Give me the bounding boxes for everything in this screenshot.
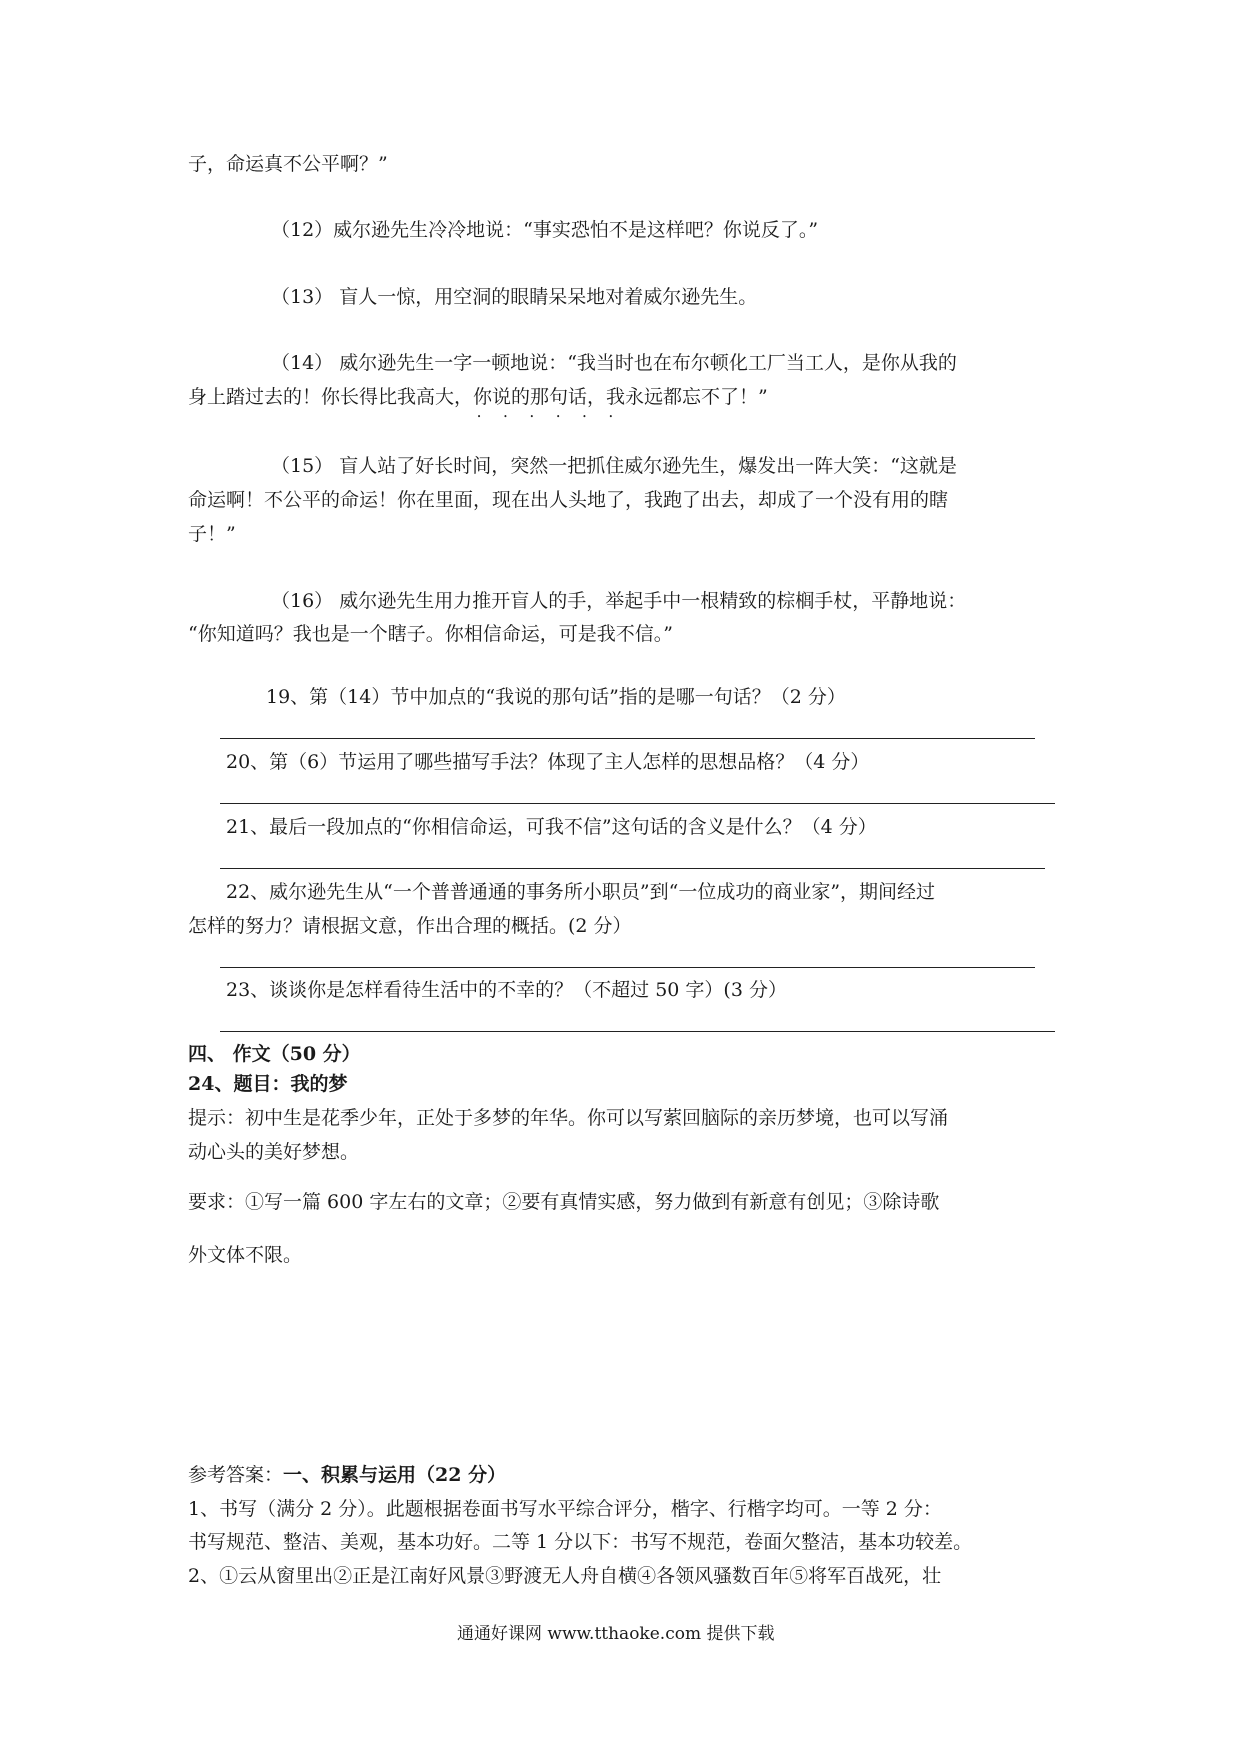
composition-heading: 四、 作文（50 分） xyxy=(188,1043,361,1065)
paragraph-14-line-2 xyxy=(188,385,768,409)
answer-1-line-1: 1、书写（满分 2 分）。此题根据卷面书写水平综合评分，楷字、行楷字均可。一等 2 分： xyxy=(188,1498,942,1520)
answer-key-label: 参考答案： xyxy=(188,1464,284,1486)
question-19: 19、第（14）节中加点的“我说的那句话”指的是哪一句话？（2 分） xyxy=(266,686,846,708)
paragraph-15-line-3: 子！” xyxy=(188,523,236,545)
composition-hint-line-2: 动心头的美好梦想。 xyxy=(188,1141,360,1163)
paragraph-13: （13） 盲人一惊，用空洞的眼睛呆呆地对着威尔逊先生。 xyxy=(271,286,758,308)
paragraph-14-text-b: ，我永远都忘不了！” xyxy=(587,386,768,408)
paragraph-15-line-1: （15） 盲人站了好长时间，突然一把抓住威尔逊先生，爆发出一阵大笑：“这就是 xyxy=(271,455,957,477)
question-22-line-1: 22、威尔逊先生从“一个普普通通的事务所小职员”到“一位成功的商业家”，期间经过 xyxy=(226,881,936,903)
dotted-emphasis-phrase: 你说的那句话 • • • xyxy=(473,385,587,409)
paragraph-16-line-2: “你知道吗？我也是一个瞎子。你相信命运，可是我不信。” xyxy=(188,623,673,645)
answer-key-header xyxy=(188,1463,506,1487)
paragraph-11-tail: 子，命运真不公平啊？” xyxy=(188,153,388,175)
answer-key-section: 一、积累与运用（22 分） xyxy=(283,1464,507,1486)
composition-topic: 24、题目：我的梦 xyxy=(188,1073,348,1095)
answer-2-line-1: 2、①云从窗里出②正是江南好风景③野渡无人舟自横④各领风骚数百年⑤将军百战死，壮 xyxy=(188,1565,942,1587)
paragraph-14-line-1: （14） 威尔逊先生一字一顿地说：“我当时也在布尔顿化工厂当工人，是你从我的 xyxy=(271,352,957,374)
answer-line-22[interactable] xyxy=(220,967,1035,968)
paragraph-12: （12）威尔逊先生冷冷地说：“事实恐怕不是这样吧？你说反了。” xyxy=(271,219,819,241)
answer-1-line-2: 书写规范、整洁、美观，基本功好。二等 1 分以下：书写不规范，卷面欠整洁，基本功较差。 xyxy=(188,1531,973,1553)
question-21: 21、最后一段加点的“你相信命运，可我不信”这句话的含义是什么？（4 分） xyxy=(226,816,877,838)
question-23: 23、谈谈你是怎样看待生活中的不幸的？（不超过 50 字）(3 分） xyxy=(226,979,787,1001)
composition-requirements-line-1: 要求：①写一篇 600 字左右的文章；②要有真情实感，努力做到有新意有创见；③除诗歌 xyxy=(188,1191,940,1213)
question-22-line-2: 怎样的努力？请根据文意，作出合理的概括。(2 分） xyxy=(188,915,632,937)
paragraph-15-line-2: 命运啊！不公平的命运！你在里面，现在出人头地了，我跑了出去，却成了一个没有用的瞎 xyxy=(188,489,949,511)
answer-line-19[interactable] xyxy=(220,738,1035,739)
page-footer: 通通好课网 www.tthaoke.com 提供下载 xyxy=(457,1624,775,1644)
answer-line-21[interactable] xyxy=(220,868,1045,869)
answer-line-23[interactable] xyxy=(220,1031,1055,1032)
paragraph-16-line-1: （16） 威尔逊先生用力推开盲人的手，举起手中一根精致的棕榈手杖，平静地说： xyxy=(271,590,967,612)
composition-requirements-line-2: 外文体不限。 xyxy=(188,1244,303,1266)
paragraph-14-text-a: 身上踏过去的！你长得比我高大， xyxy=(188,386,474,408)
composition-hint-line-1: 提示：初中生是花季少年，正处于多梦的年华。你可以写萦回脑际的亲历梦境，也可以写涌 xyxy=(188,1107,949,1129)
answer-line-20[interactable] xyxy=(220,803,1055,804)
question-20: 20、第（6）节运用了哪些描写手法？体现了主人怎样的思想品格？（4 分） xyxy=(226,751,870,773)
